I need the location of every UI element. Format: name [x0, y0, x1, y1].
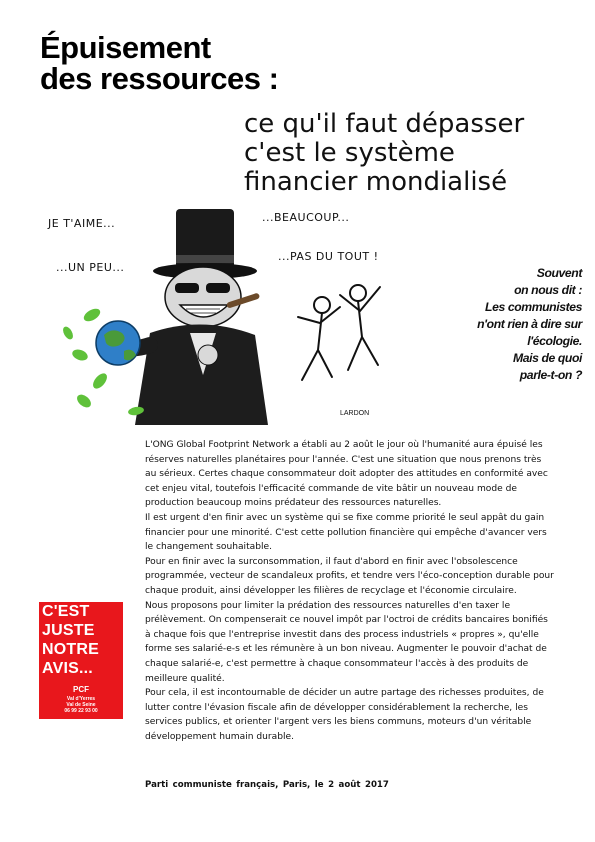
subheadline — [244, 110, 524, 197]
cartoon-illustration — [40, 205, 410, 425]
headline-line-1: Épuisement — [40, 30, 211, 65]
cartoon-bubble-little: ...UN PEU... — [56, 261, 125, 274]
side-quote-line: Souvent — [536, 266, 582, 280]
body-paragraph: L'ONG Global Footprint Network a établi au 2 août le jour où l'humanité aura épuisé les réserves naturelles planétaires pour l'année. C'est une situation que nous prenons très au sérieux. Certes chaque consommateur doit adopter des attitudes en conformité avec cet enjeu vital, toutefois l'efficacité commande de vite bâtir un nouveau mode de production beaucoup moins prédateur des ressources naturelles. — [145, 440, 548, 509]
slogan-line: C'EST — [42, 603, 90, 620]
side-quote-line: Mais de quoi — [512, 351, 582, 365]
slogan-line: JUSTE — [42, 622, 95, 639]
subheadline-line-2: c'est le système — [244, 138, 455, 168]
fleeing-people-icon — [298, 285, 380, 380]
location-line-1: Val d'Yerres — [66, 696, 96, 702]
side-quote-line: on nous dit : — [514, 283, 582, 297]
slogan-line: AVIS... — [42, 660, 93, 677]
body-paragraph: Il est urgent d'en finir avec un système qui se fixe comme priorité le seul appât du gain financier pour une minorité. C'est cette pollution financière qui empêche d'avancer vers le changement souhaitable. — [145, 512, 547, 553]
pcf-slogan-box — [39, 602, 123, 719]
slogan-line: NOTRE — [42, 641, 99, 658]
location-line-2: Val de Seine — [66, 702, 96, 708]
subheadline-line-1: ce qu'il faut dépasser — [244, 109, 525, 139]
document-signature: Parti communiste français, Paris, le 2 août 2017 — [145, 780, 389, 790]
cartoonist-signature: LARDON — [340, 410, 370, 417]
earth-globe-icon — [96, 321, 140, 365]
side-quote — [420, 265, 582, 384]
side-quote-line: parle-t-on ? — [519, 368, 582, 382]
side-quote-line: l'écologie. — [527, 334, 582, 348]
cartoon-bubble-much: ...BEAUCOUP... — [262, 211, 350, 224]
body-paragraph: Nous proposons pour limiter la prédation des ressources naturelles d'en taxer le prélèvement. On compenserait ce nouvel impôt par l'octroi de crédits bancaires bonifiés à chaque fois que l'entreprise investit dans des process industriels « propres », qu'elle forme ses salarié-e-s et les rémunère à un bon niveau. Augmenter le pouvoir d'achat de chaque salarié-e, c'est permettre à chaque consommateur l'accès à des produits de meilleure qualité. — [145, 600, 548, 684]
slogan — [42, 602, 122, 678]
cartoon-bubble-love: JE T'AIME... — [48, 217, 116, 230]
pcf-label: PCF — [73, 685, 89, 694]
phone-number: 06 99 22 93 00 — [64, 708, 98, 714]
body-paragraph: Pour cela, il est incontournable de décider un autre partage des richesses produites, de lutter contre l'évasion fiscale afin de développer considérablement la recherche, les services publics, et orienter l'argent vers les biens communs, moteurs d'un véritable développement humain durable. — [145, 688, 544, 742]
headline-line-2: des ressources : — [40, 61, 279, 96]
article-body — [145, 438, 555, 744]
body-paragraph: Pour en finir avec la surconsommation, il faut d'abord en finir avec l'obsolescence programmée, vecteur de scandaleux profits, et tendre vers l'éco-conception durable pour chaque produit, ainsi développer les filières de recyclage et l'économie circulaire. — [145, 556, 554, 596]
subheadline-line-3: financier mondialisé — [244, 167, 508, 197]
falling-leaves-icon — [61, 306, 145, 416]
headline — [40, 32, 278, 94]
cartoon-bubble-not-at-all: ...PAS DU TOUT ! — [278, 250, 379, 263]
side-quote-line: Les communistes — [485, 300, 582, 314]
side-quote-line: n'ont rien à dire sur — [477, 317, 582, 331]
